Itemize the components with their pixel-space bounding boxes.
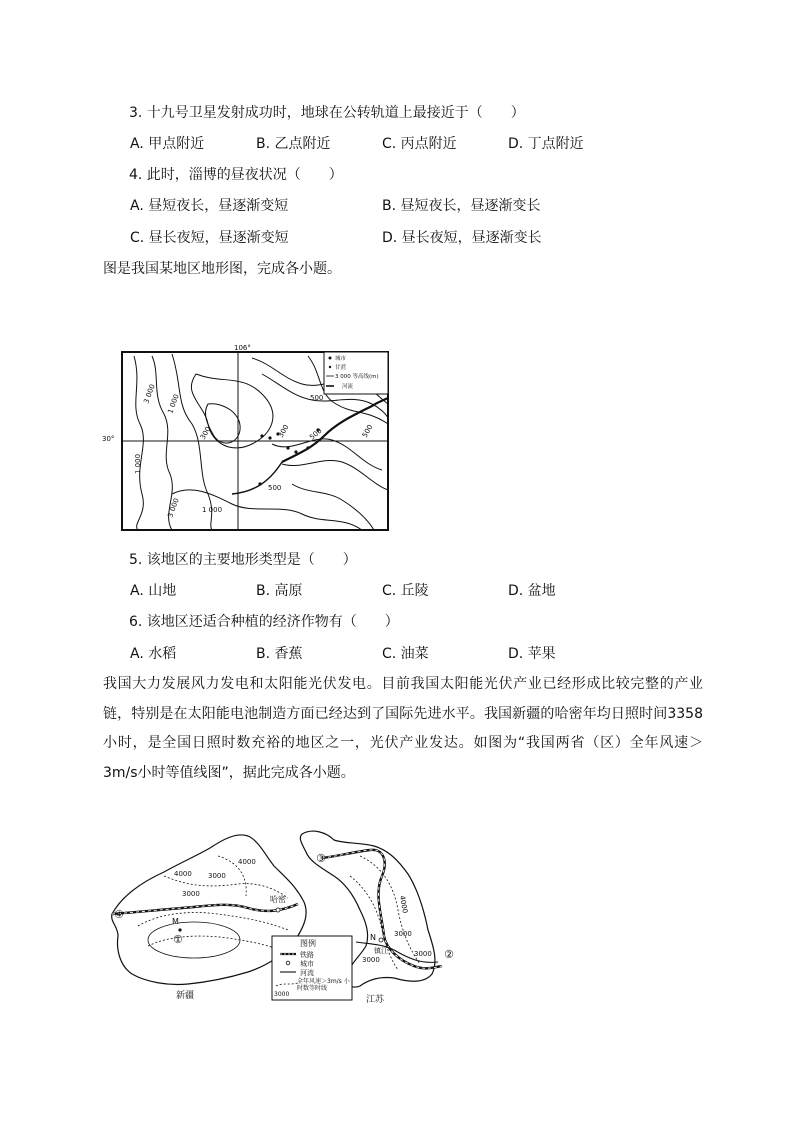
q4-option-a: A. 昼短夜长，昼逐渐变短 bbox=[130, 198, 289, 214]
q4-option-c: C. 昼长夜短，昼逐渐变短 bbox=[130, 230, 289, 246]
marker-4: ④ bbox=[114, 908, 124, 921]
latitude-label: 30° bbox=[102, 435, 115, 443]
longitude-label: 106° bbox=[234, 344, 251, 352]
q3-option-b: B. 乙点附近 bbox=[256, 136, 331, 152]
legend-sugarcane: 甘蔗 bbox=[335, 365, 347, 371]
q3-option-d: D. 丁点附近 bbox=[508, 136, 584, 152]
contour-label: 3000 bbox=[182, 890, 200, 898]
contour-label: 3 000 bbox=[166, 497, 181, 519]
contour-label: 4000 bbox=[398, 894, 410, 914]
contour-label: 500 bbox=[310, 394, 324, 402]
marker-3: ③ bbox=[316, 852, 326, 865]
q6-option-d: D. 苹果 bbox=[508, 646, 556, 662]
contour-label: 300 bbox=[276, 423, 291, 439]
topographic-map bbox=[102, 344, 394, 536]
q5-option-b: B. 高原 bbox=[256, 583, 303, 599]
city-hami: 哈密 bbox=[270, 895, 286, 904]
contour-label: 500 bbox=[308, 426, 324, 442]
contour-label: 3000 bbox=[394, 930, 412, 938]
q5-option-c: C. 丘陵 bbox=[382, 583, 429, 599]
q4-option-b: B. 昼短夜长，昼逐渐变长 bbox=[382, 198, 541, 214]
contour-label: 3000 bbox=[362, 956, 380, 964]
legend-river: 河流 bbox=[342, 384, 354, 390]
q4-stem: 4. 此时，淄博的昼夜状况（ ） bbox=[129, 167, 343, 183]
city-zhenjiang: 镇江 bbox=[374, 947, 388, 955]
legend-contour: 3 000 等高线(m) bbox=[335, 374, 379, 380]
legend-railway: 铁路 bbox=[300, 951, 314, 959]
contour-label: 4000 bbox=[238, 858, 256, 866]
q6-option-b: B. 香蕉 bbox=[256, 646, 303, 662]
q3-option-a: A. 甲点附近 bbox=[130, 136, 205, 152]
contour-label: 3 000 bbox=[142, 383, 157, 405]
jiangsu-label: 江苏 bbox=[366, 995, 385, 1005]
contour-label: 3000 bbox=[208, 872, 226, 880]
q3-option-c: C. 丙点附近 bbox=[382, 136, 457, 152]
q5-option-d: D. 盆地 bbox=[508, 583, 556, 599]
q3-stem: 3. 十九号卫星发射成功时，地球在公转轨道上最接近于（ ） bbox=[129, 105, 525, 121]
contour-label: 1 000 bbox=[202, 506, 223, 514]
contour-label: 500 bbox=[360, 423, 375, 439]
q6-option-a: A. 水稻 bbox=[130, 646, 177, 662]
contour-label: 300 bbox=[198, 425, 213, 441]
point-m: M bbox=[172, 917, 179, 926]
contour-label: 3000 bbox=[414, 950, 432, 958]
intro-map2: 我国大力发展风力发电和太阳能光伏发电。目前我国太阳能光伏产业已经形成比较完整的产业链，特别是在太阳能电池制造方面已经达到了国际先进水平。我国新疆的哈密年均日照时间3358小时，是全国日照时数充裕的地区之一，光伏产业发达。如图为“我国两省（区）全年风速＞3m/s小时等值线图”，据此完成各小题。 bbox=[103, 676, 703, 781]
contour-label: 1 000 bbox=[134, 453, 142, 474]
xinjiang-label: 新疆 bbox=[176, 991, 195, 1001]
point-n: N bbox=[370, 933, 376, 942]
q5-stem: 5. 该地区的主要地形类型是（ ） bbox=[129, 552, 357, 568]
legend-city: 城市 bbox=[300, 960, 314, 968]
wind-isoline-map bbox=[98, 826, 464, 1006]
legend-title: 图例 bbox=[300, 939, 316, 948]
q4-option-d: D. 昼长夜短，昼逐渐变长 bbox=[382, 230, 542, 246]
legend-sample: 3000 bbox=[274, 991, 290, 998]
intro-map1: 图是我国某地区地形图，完成各小题。 bbox=[103, 261, 341, 277]
legend-city: 城市 bbox=[335, 356, 347, 362]
marker-2: ② bbox=[444, 948, 454, 961]
q6-stem: 6. 该地区还适合种植的经济作物有（ ） bbox=[129, 614, 399, 630]
q5-option-a: A. 山地 bbox=[130, 583, 177, 599]
contour-label: 500 bbox=[268, 484, 282, 492]
legend-isoline: 全年风速＞3m/s 小时数等时线 bbox=[297, 978, 350, 992]
q6-option-c: C. 油菜 bbox=[382, 646, 429, 662]
contour-label: 4000 bbox=[174, 870, 192, 878]
marker-1: ① bbox=[173, 933, 183, 946]
legend-river: 河流 bbox=[300, 969, 314, 977]
contour-label: 1 000 bbox=[166, 393, 181, 415]
